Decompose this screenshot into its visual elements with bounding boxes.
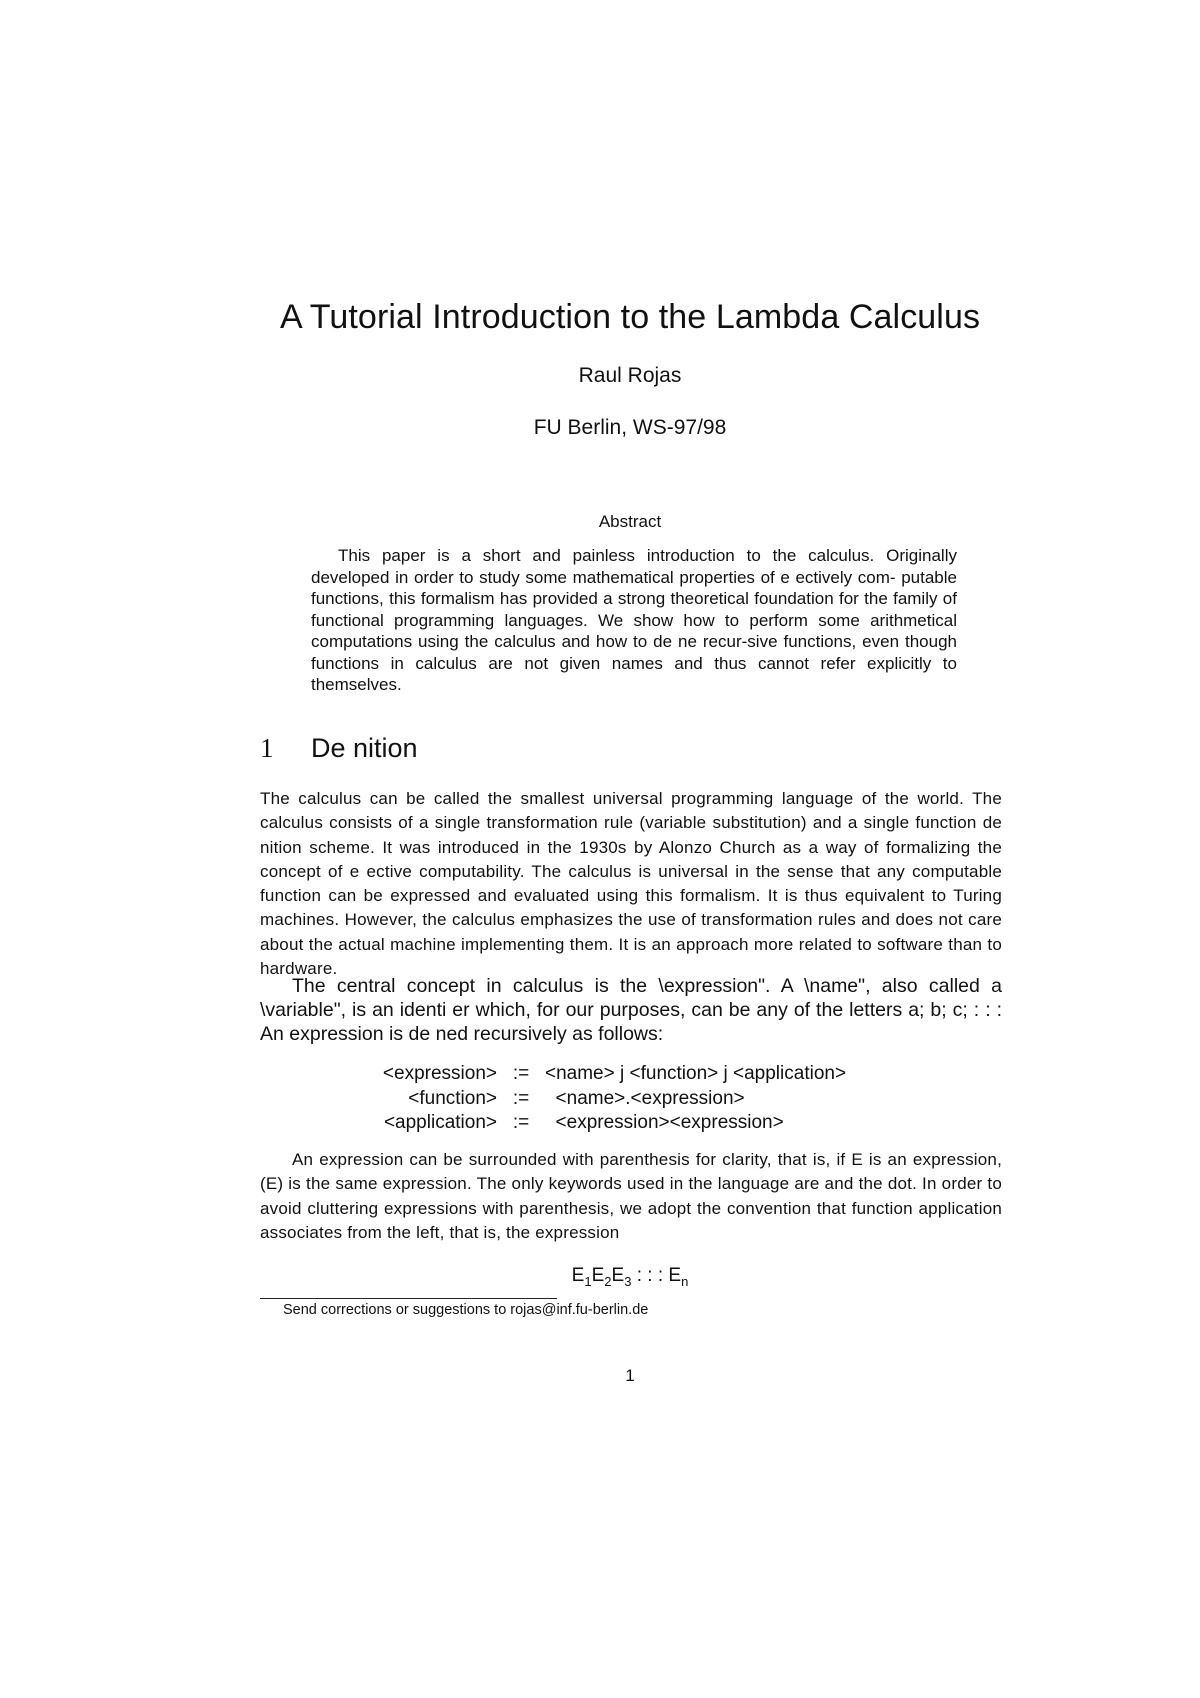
grammar-row bbox=[370, 1062, 846, 1087]
expr-term: E bbox=[611, 1265, 625, 1286]
expr-ellipsis: : : : bbox=[631, 1265, 669, 1286]
paragraph: The calculus can be called the smallest universal programming language of the world. The calculus consists of a single transformation rule (variable substitution) and a single function de nition scheme. It was introduced in the 1930s by Alonzo Church as a way of formalizing the concept of e ective computability. The calculus is universal in the sense that any computable function can be expressed and evaluated using this formalism. It is thus equivalent to Turing machines. However, the calculus emphasizes the use of transformation rules and does not care about the actual machine implementing them. It is an approach more related to software than to hardware. bbox=[260, 789, 1002, 979]
grammar-operator: := bbox=[512, 1087, 530, 1109]
grammar-operator: := bbox=[512, 1112, 530, 1133]
grammar-lhs: <expression> bbox=[382, 1063, 497, 1084]
paragraph: An expression can be surrounded with parenthesis for clarity, that is, if E is an expression, (E) is the same expression. The only keywords used in the language are and the dot. In order to avoid cluttering expressions with parenthesis, we adopt the convention that function application associates from the left, that is, the expression bbox=[260, 1150, 1002, 1242]
grammar-operator: := bbox=[512, 1063, 530, 1084]
abstract-body: This paper is a short and painless introduction to the calculus. Originally developed in order to study some mathematical properties of e ectively com- putable functions, this formalism has provided a strong theoretical foundation for the family of functional programming languages. We show how to perform some arithmetical computations using the calculus and how to de ne recur-sive functions, even though functions in calculus are not given names and thus cannot refer explicitly to themselves. bbox=[311, 546, 957, 694]
author-name: Raul Rojas bbox=[578, 364, 682, 387]
section-number: 1 bbox=[260, 733, 274, 763]
footnote: Send corrections or suggestions to rojas@inf.fu-berlin.de bbox=[283, 1302, 649, 1318]
abstract-heading: Abstract bbox=[598, 512, 662, 531]
expr-term: E bbox=[668, 1265, 682, 1286]
expr-subscript: 2 bbox=[604, 1273, 612, 1289]
section-title: De nition bbox=[311, 733, 418, 763]
grammar-rhs: <expression><expression> bbox=[545, 1112, 784, 1133]
display-expression bbox=[0, 1265, 1200, 1289]
page-number: 1 bbox=[625, 1366, 635, 1385]
affiliation: FU Berlin, WS-97/98 bbox=[533, 416, 727, 439]
grammar-lhs: <function> bbox=[408, 1087, 497, 1109]
expr-subscript: 1 bbox=[584, 1273, 592, 1289]
grammar-table bbox=[370, 1062, 846, 1136]
expr-subscript: n bbox=[681, 1273, 689, 1289]
grammar-definition bbox=[370, 1062, 846, 1136]
expr-term: E bbox=[571, 1265, 585, 1286]
expr-subscript: 3 bbox=[624, 1273, 632, 1289]
paragraph: The central concept in calculus is the \expression". A \name", also called a \variable", is an identi er which, for our purposes, can be any of the letters a; b; c; : : : An expression is de ned recursively as follows: bbox=[260, 975, 1002, 1045]
grammar-row bbox=[370, 1111, 846, 1136]
grammar-row bbox=[370, 1087, 846, 1112]
grammar-rhs: <name>.<expression> bbox=[545, 1087, 745, 1109]
grammar-rhs: <name> j <function> j <application> bbox=[545, 1063, 847, 1084]
paper-title: A Tutorial Introduction to the Lambda Calculus bbox=[279, 298, 981, 336]
grammar-lhs: <application> bbox=[383, 1112, 497, 1133]
expr-term: E bbox=[591, 1265, 605, 1286]
section-heading bbox=[260, 733, 418, 764]
footnote-rule bbox=[260, 1298, 557, 1299]
